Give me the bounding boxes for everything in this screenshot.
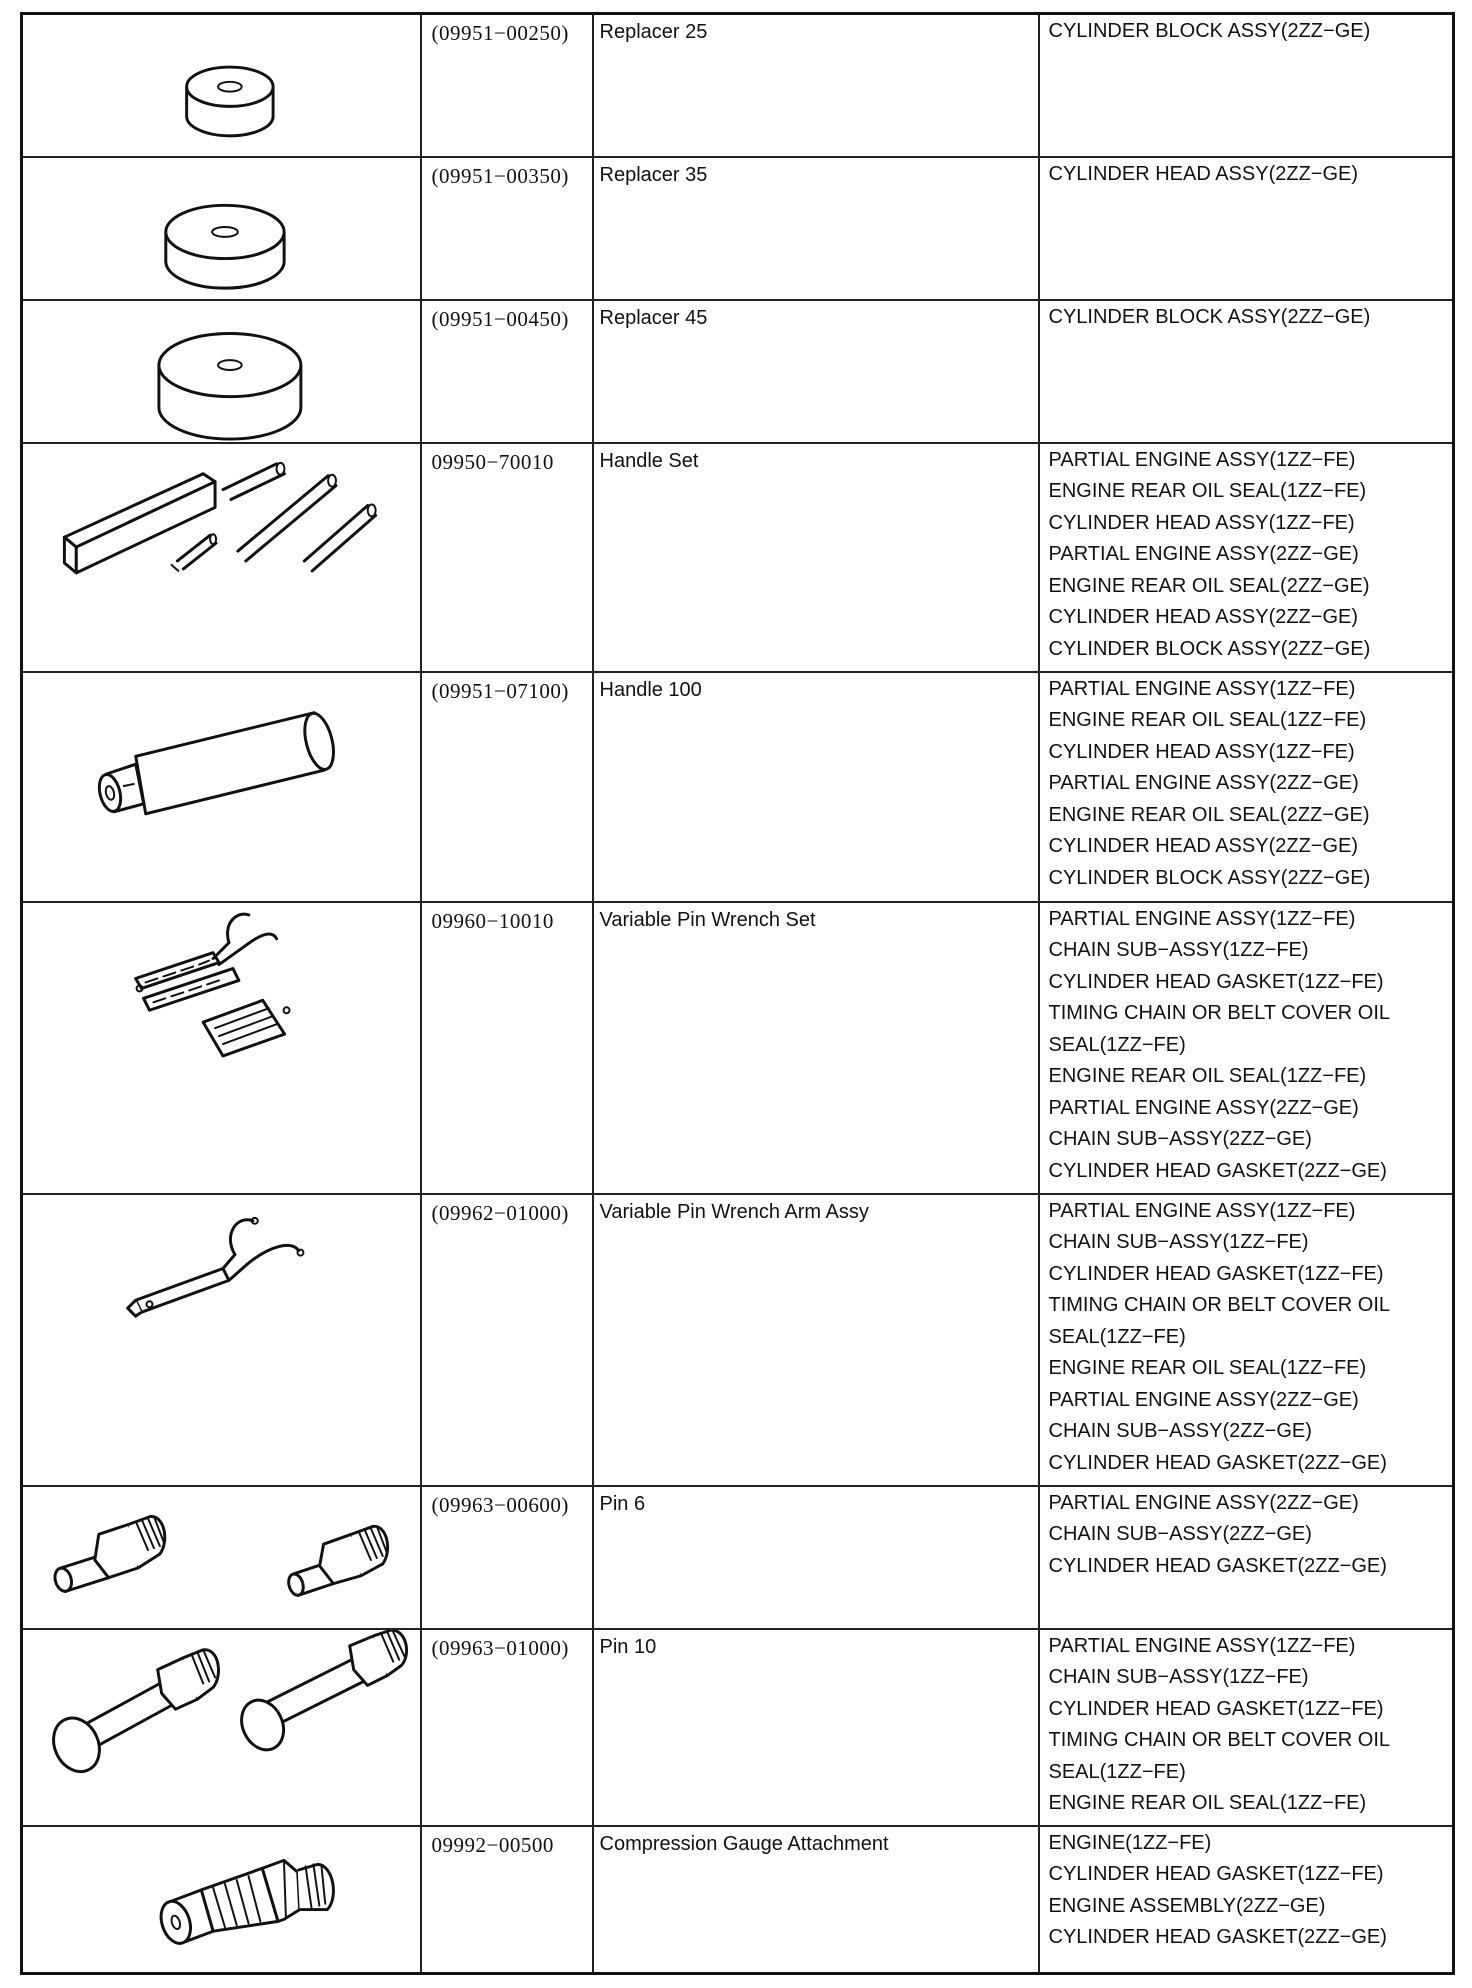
tool-illustration-cell	[22, 443, 421, 672]
applications-cell	[1039, 157, 1454, 300]
application-line: SEAL(1ZZ−FE)	[1048, 1325, 1186, 1348]
application-line: CHAIN SUB−ASSY(2ZZ−GE)	[1048, 1523, 1312, 1545]
part-number: 09950−70010	[421, 443, 593, 672]
part-number: (09962−01000)	[421, 1194, 593, 1486]
application-line: PARTIAL ENGINE ASSY(1ZZ−FE)	[1048, 1634, 1356, 1657]
application-line: ENGINE ASSEMBLY(2ZZ−GE)	[1048, 1894, 1326, 1917]
application-line: CYLINDER BLOCK ASSY(2ZZ−GE)	[1048, 20, 1371, 42]
part-number: 09960−10010	[421, 902, 593, 1194]
tool-name: Pin 6	[593, 1486, 1039, 1629]
tool-illustration-cell	[22, 902, 421, 1194]
table-row	[22, 443, 1454, 672]
tool-name: Compression Gauge Attachment	[593, 1826, 1039, 1974]
application-line: CYLINDER HEAD ASSY(2ZZ−GE)	[1048, 606, 1359, 628]
pin-10-icon	[23, 1630, 422, 1825]
application-line: ENGINE REAR OIL SEAL(1ZZ−FE)	[1048, 480, 1367, 502]
pin-6-icon	[23, 1487, 422, 1628]
application-line: PARTIAL ENGINE ASSY(1ZZ−FE)	[1048, 907, 1356, 930]
application-line: ENGINE REAR OIL SEAL(1ZZ−FE)	[1048, 1357, 1367, 1379]
pin-wrench-arm-icon	[23, 1195, 422, 1485]
application-line: CYLINDER HEAD ASSY(1ZZ−FE)	[1048, 511, 1355, 534]
pin-10-right	[234, 1630, 407, 1757]
tool-name: Replacer 35	[593, 157, 1039, 300]
application-line: CYLINDER HEAD GASKET(2ZZ−GE)	[1048, 1159, 1387, 1182]
applications-cell	[1039, 1194, 1454, 1486]
pin-6-right	[286, 1526, 387, 1597]
tool-illustration-cell	[22, 300, 421, 443]
pin-wrench-set-icon	[23, 903, 422, 1193]
tool-name: Handle Set	[593, 443, 1039, 672]
application-line: ENGINE REAR OIL SEAL(1ZZ−FE)	[1048, 709, 1367, 731]
table-row	[22, 157, 1454, 300]
application-line: CYLINDER HEAD GASKET(1ZZ−FE)	[1048, 1863, 1384, 1885]
part-number: (09951−00250)	[421, 14, 593, 157]
table-row	[22, 1629, 1454, 1826]
application-line: CYLINDER HEAD GASKET(1ZZ−FE)	[1048, 970, 1384, 993]
application-line: PARTIAL ENGINE ASSY(2ZZ−GE)	[1048, 543, 1359, 565]
part-number: (09951−00350)	[421, 157, 593, 300]
part-number: 09992−00500	[421, 1826, 593, 1974]
tool-name: Pin 10	[593, 1629, 1039, 1826]
application-line: PARTIAL ENGINE ASSY(2ZZ−GE)	[1048, 1388, 1359, 1411]
tool-illustration-cell	[22, 672, 421, 902]
pin-6-left	[52, 1516, 164, 1593]
application-line: CYLINDER HEAD GASKET(1ZZ−FE)	[1048, 1697, 1384, 1720]
table-row	[22, 1194, 1454, 1486]
tool-illustration-cell	[22, 1826, 421, 1974]
application-line: CYLINDER BLOCK ASSY(2ZZ−GE)	[1048, 637, 1371, 660]
application-line: TIMING CHAIN OR BELT COVER OIL	[1048, 1002, 1391, 1024]
application-line: PARTIAL ENGINE ASSY(2ZZ−GE)	[1048, 772, 1359, 794]
applications-cell	[1039, 902, 1454, 1194]
special-service-tools-table	[20, 12, 1455, 1975]
part-number: (09951−07100)	[421, 672, 593, 902]
applications-cell	[1039, 672, 1454, 902]
application-line: PARTIAL ENGINE ASSY(1ZZ−FE)	[1048, 1199, 1356, 1222]
application-line: CHAIN SUB−ASSY(2ZZ−GE)	[1048, 1420, 1312, 1442]
tool-illustration-cell	[22, 1486, 421, 1629]
handle-100-icon	[23, 673, 422, 901]
applications-cell	[1039, 1826, 1454, 1974]
tool-name: Replacer 45	[593, 300, 1039, 443]
application-line: CYLINDER HEAD GASKET(2ZZ−GE)	[1048, 1554, 1387, 1577]
replacer-45-icon	[23, 301, 422, 442]
applications-cell	[1039, 443, 1454, 672]
application-line: PARTIAL ENGINE ASSY(1ZZ−FE)	[1048, 677, 1356, 700]
application-line: CYLINDER HEAD ASSY(2ZZ−GE)	[1048, 162, 1359, 185]
table-row	[22, 1826, 1454, 1974]
application-line: TIMING CHAIN OR BELT COVER OIL	[1048, 1729, 1391, 1751]
applications-cell	[1039, 1629, 1454, 1826]
tool-name: Variable Pin Wrench Set	[593, 902, 1039, 1194]
application-line: PARTIAL ENGINE ASSY(2ZZ−GE)	[1048, 1096, 1359, 1119]
application-line: ENGINE REAR OIL SEAL(1ZZ−FE)	[1048, 1792, 1367, 1814]
tool-name: Replacer 25	[593, 14, 1039, 157]
table-row	[22, 902, 1454, 1194]
pin-10-left	[45, 1649, 218, 1778]
application-line: ENGINE(1ZZ−FE)	[1048, 1831, 1212, 1854]
application-line: PARTIAL ENGINE ASSY(1ZZ−FE)	[1048, 448, 1356, 471]
application-line: ENGINE REAR OIL SEAL(1ZZ−FE)	[1048, 1065, 1367, 1087]
application-line: CYLINDER HEAD GASKET(2ZZ−GE)	[1048, 1926, 1387, 1948]
table-row	[22, 14, 1454, 157]
application-line: CYLINDER HEAD ASSY(2ZZ−GE)	[1048, 835, 1359, 857]
application-line: CHAIN SUB−ASSY(1ZZ−FE)	[1048, 1231, 1309, 1253]
application-line: CYLINDER HEAD ASSY(1ZZ−FE)	[1048, 740, 1355, 763]
tool-illustration-cell	[22, 157, 421, 300]
part-number: (09963−00600)	[421, 1486, 593, 1629]
tool-illustration-cell	[22, 14, 421, 157]
replacer-25-icon	[23, 15, 422, 156]
applications-cell	[1039, 14, 1454, 157]
handle-set-icon	[23, 444, 422, 671]
application-line: PARTIAL ENGINE ASSY(2ZZ−GE)	[1048, 1491, 1359, 1514]
application-line: CHAIN SUB−ASSY(2ZZ−GE)	[1048, 1128, 1312, 1150]
application-line: CYLINDER BLOCK ASSY(2ZZ−GE)	[1048, 866, 1371, 889]
application-line: SEAL(1ZZ−FE)	[1048, 1033, 1186, 1056]
application-line: CHAIN SUB−ASSY(1ZZ−FE)	[1048, 1666, 1309, 1688]
tool-name: Variable Pin Wrench Arm Assy	[593, 1194, 1039, 1486]
application-line: CYLINDER HEAD GASKET(2ZZ−GE)	[1048, 1451, 1387, 1474]
tool-illustration-cell	[22, 1629, 421, 1826]
table-row	[22, 672, 1454, 902]
application-line: ENGINE REAR OIL SEAL(2ZZ−GE)	[1048, 803, 1370, 826]
compression-gauge-attachment-icon	[23, 1827, 422, 1973]
replacer-35-icon	[23, 158, 422, 299]
application-line: SEAL(1ZZ−FE)	[1048, 1760, 1186, 1783]
application-line: CHAIN SUB−ASSY(1ZZ−FE)	[1048, 939, 1309, 961]
application-line: CYLINDER BLOCK ASSY(2ZZ−GE)	[1048, 305, 1371, 328]
application-line: ENGINE REAR OIL SEAL(2ZZ−GE)	[1048, 574, 1370, 597]
table-row	[22, 1486, 1454, 1629]
part-number: (09951−00450)	[421, 300, 593, 443]
sst-table-page	[20, 12, 1452, 1978]
table-row	[22, 300, 1454, 443]
part-number: (09963−01000)	[421, 1629, 593, 1826]
applications-cell	[1039, 300, 1454, 443]
application-line: CYLINDER HEAD GASKET(1ZZ−FE)	[1048, 1262, 1384, 1285]
application-line: TIMING CHAIN OR BELT COVER OIL	[1048, 1294, 1391, 1316]
tool-name: Handle 100	[593, 672, 1039, 902]
applications-cell	[1039, 1486, 1454, 1629]
tool-illustration-cell	[22, 1194, 421, 1486]
